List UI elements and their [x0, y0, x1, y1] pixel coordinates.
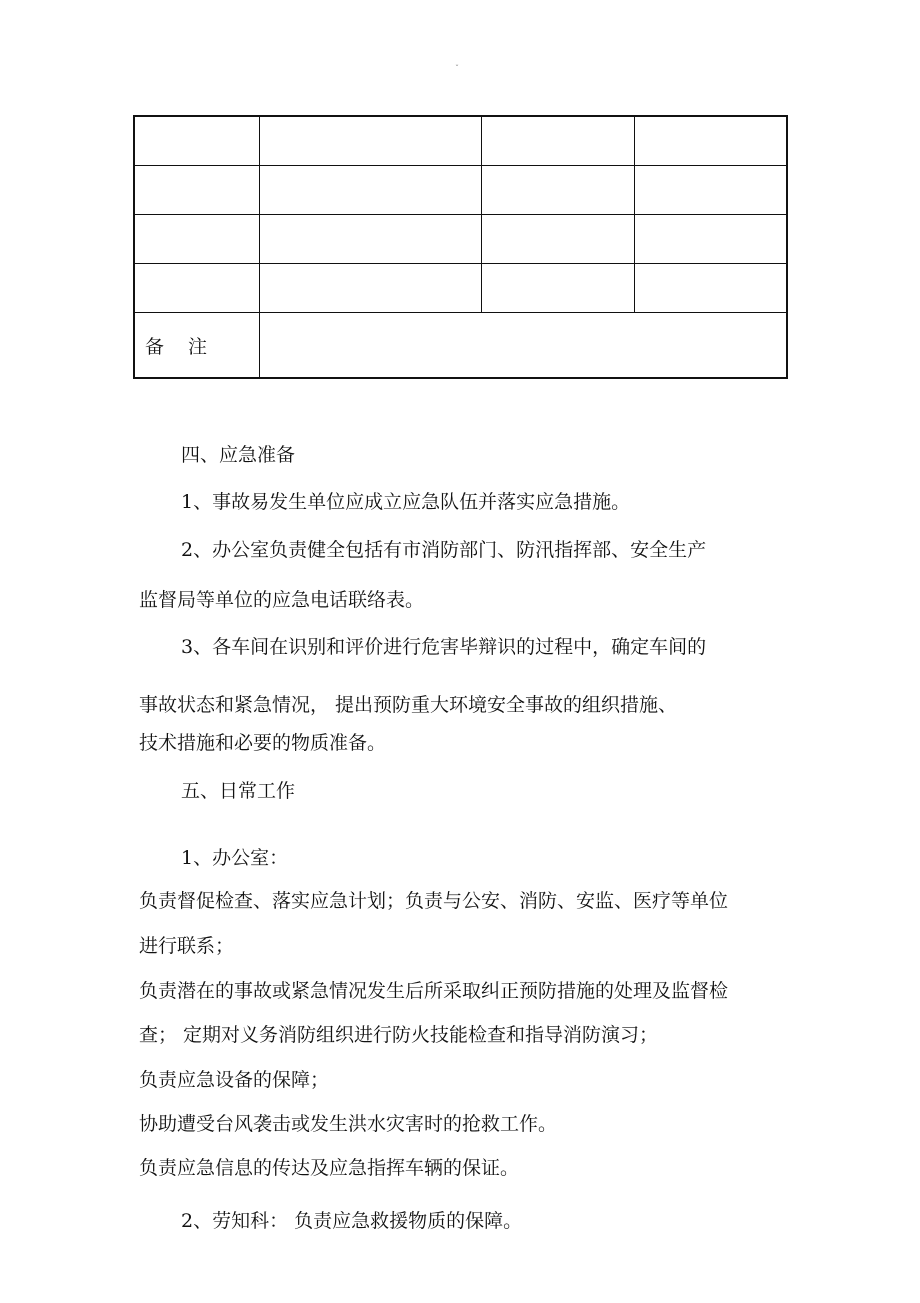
section-4-paragraph-3-line-3: 技术措施和必要的物质准备。 [139, 732, 387, 754]
section-5-item-1-line-7: 负责应急信息的传达及应急指挥车辆的保证。 [139, 1157, 520, 1179]
table-row [134, 264, 787, 313]
section-5-item-1-title: 1、办公室： [181, 847, 289, 869]
section-5-item-1-line-2: 进行联系； [139, 935, 235, 957]
form-table [133, 115, 788, 379]
table-cell [134, 264, 259, 313]
table-cell [634, 166, 787, 215]
table-row [134, 166, 787, 215]
table-cell [481, 116, 634, 166]
section-5-item-1-line-3: 负责潜在的事故或紧急情况发生后所采取纠正预防措施的处理及监督检 [139, 980, 729, 1002]
table-cell [134, 215, 259, 264]
table-cell [481, 166, 634, 215]
section-4-paragraph-3-line-2: 事故状态和紧急情况， 提出预防重大环境安全事故的组织措施、 [139, 694, 678, 716]
table-cell [259, 116, 481, 166]
table-cell [134, 166, 259, 215]
table-cell [259, 166, 481, 215]
table-cell [634, 215, 787, 264]
section-5-item-1-line-6: 协助遭受台风袭击或发生洪水灾害时的抢救工作。 [139, 1113, 558, 1135]
table-row [134, 215, 787, 264]
section-4-heading: 四、应急准备 [181, 444, 296, 466]
table-cell [634, 116, 787, 166]
section-4-paragraph-3-line-1: 3、各车间在识别和评价进行危害毕辩识的过程中，确定车间的 [181, 636, 707, 658]
section-5-item-1-line-1: 负责督促检查、落实应急计划；负责与公安、消防、安监、医疗等单位 [139, 890, 729, 912]
remark-label: 备注 [134, 313, 259, 379]
section-4-paragraph-2-line-1: 2、办公室负责健全包括有市消防部门、防汛指挥部、安全生产 [181, 539, 707, 561]
table-cell [259, 215, 481, 264]
section-5-item-2: 2、劳知科： 负责应急救援物质的保障。 [181, 1210, 523, 1232]
table-row [134, 116, 787, 166]
table-cell [134, 116, 259, 166]
section-4-paragraph-2-line-2: 监督局等单位的应急电话联络表。 [139, 589, 425, 611]
section-5-heading: 五、日常工作 [181, 780, 296, 802]
section-4-paragraph-1: 1、事故易发生单位应成立应急队伍并落实应急措施。 [181, 491, 631, 513]
table-cell [259, 264, 481, 313]
table-cell [634, 264, 787, 313]
section-5-item-1-line-5: 负责应急设备的保障； [139, 1069, 330, 1091]
section-5-item-1-line-4: 查； 定期对义务消防组织进行防火技能检查和指导消防演习； [139, 1024, 659, 1046]
table-cell [481, 215, 634, 264]
page-mark: ˇ [455, 64, 459, 73]
remark-row [134, 313, 787, 379]
table-cell [481, 264, 634, 313]
remark-value [259, 313, 787, 379]
